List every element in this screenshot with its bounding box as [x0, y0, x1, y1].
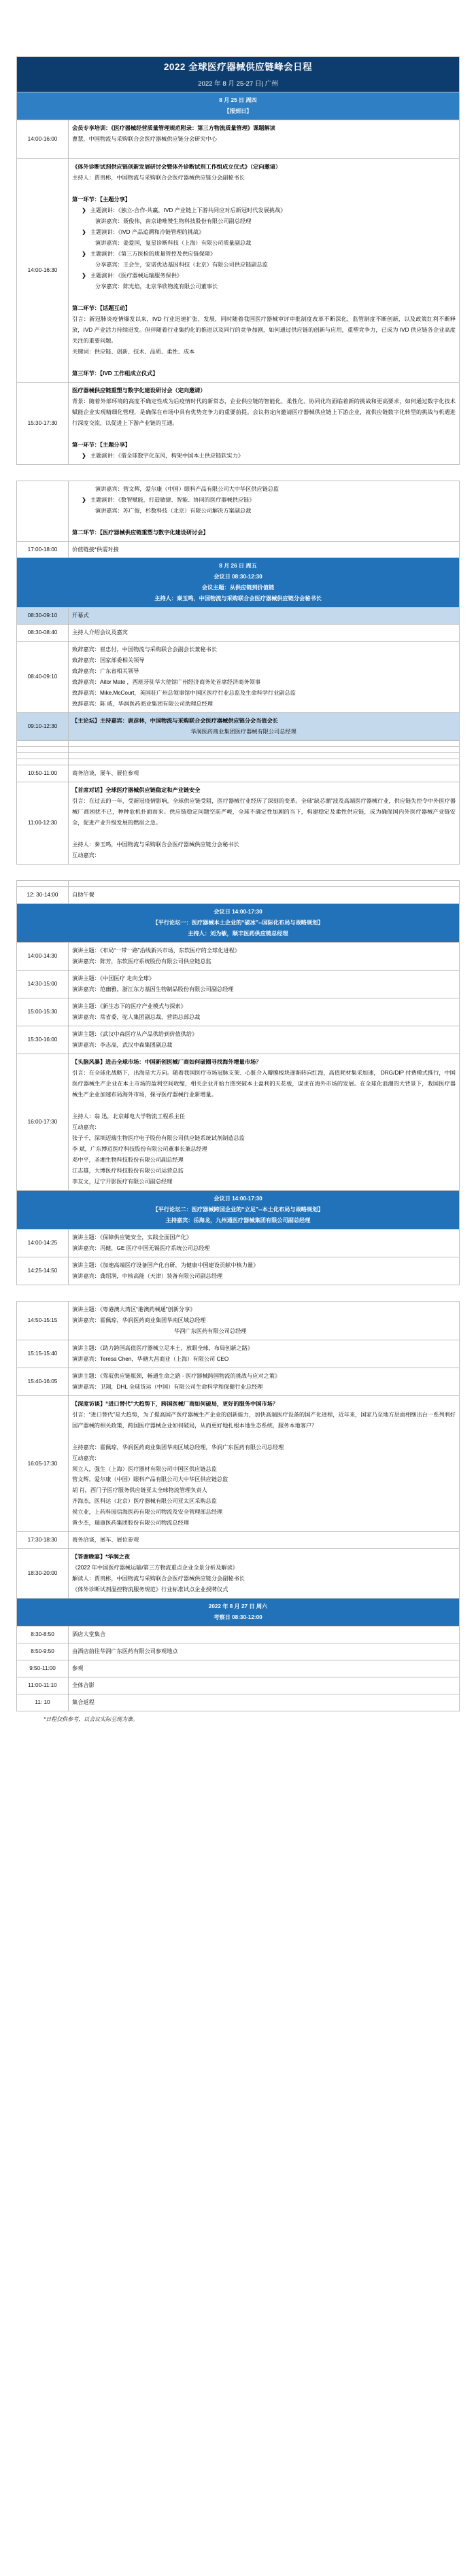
- spacer-line: [72, 184, 456, 194]
- row-content: [69, 881, 460, 887]
- spacer-line: [72, 429, 456, 440]
- row-time: 11: 10: [17, 1694, 69, 1711]
- day1-continued-table: [16, 481, 460, 865]
- talk-topic-text: 演讲主题：《驾驭供应链瓶颈，畅通生命之路 - 医疗器械跨国物流的挑战与应对之策》: [72, 1372, 281, 1379]
- session-host: 主持人：贾贵彬，中国物流与采购联合会医疗器械供应链分会副秘书长: [72, 174, 245, 181]
- row-time: 15:30-17:30: [17, 382, 69, 464]
- row-content: [69, 1054, 460, 1190]
- session-host: 主持人：翁 迅，北京邮电大学物流工程系主任: [72, 1113, 186, 1119]
- panel-guest: 黄少杰，瑞康医药集团股份有限公司物流总经理: [72, 1520, 189, 1527]
- row-time: 8:30-8:50: [17, 1626, 69, 1643]
- row-time: 14:00-16:00: [17, 120, 69, 158]
- guest-label: 互动嘉宾：: [72, 1455, 100, 1461]
- row-time: 17:00-18:00: [17, 541, 69, 558]
- forum1-title: 【平行论坛一：医疗器械本土企业的“破冰”--国际化布局与战略规划】: [152, 920, 324, 926]
- dinner-report: 《2022 年中国医疗器械运输/第三方物流重点企业全景分析及解读》: [72, 1565, 238, 1571]
- panel-guest: 江志雄，大博医疗科技股份有限公司运营总监: [72, 1167, 184, 1174]
- table-row: [17, 1026, 460, 1054]
- row-time: 14:00-14:25: [17, 1229, 69, 1257]
- session-background: 背景：随着外部环境的高度不确定性成为后疫情时代的新常态，企业供应链的智能化、柔性化、协同化均面临着新的挑战和更高要求，如何通过数字化技术赋能企业实现精细化管理，是确保在市场中具有优势竞争力的重要前提。会议将定向邀请医疗器械供应链上下游企业，就供应链数字化转型的挑战与机遇进行深度交流，以促进上下游产业链的互通。: [72, 398, 456, 426]
- panel-guest: 须立人，强生（上海）医疗器材有限公司中国区供应链总监: [72, 1465, 217, 1472]
- session-intro: 引言：在全球化战略下，出海是大方向。随着我国医疗市场冠脉支架、心脏介入瓣膜板块逐渐转向红海，高值耗材集采加速， DRG/DIP 付费模式推行，中国医疗器械生产企业在本土市场的盈利空间收缩，相关企业开始力图突破本土盈利的天花板，谋求在海外市场的发展。在全球化浪潮的大背景下，我国医疗器械生产企业加速布局海外市场，探寻医疗器械行业新增量。: [72, 1069, 456, 1098]
- row-time: 14:00-14:30: [17, 943, 69, 971]
- talk-topic-text: 演讲主题：《粤港澳大湾区“港澳药械通”创新分享》: [72, 1306, 196, 1312]
- block-gap: [0, 865, 476, 880]
- session-host: 主持嘉宾：霍佩琼，华润医药商业集团华南区域总经理，华润广东医药有限公司总经理: [72, 1444, 284, 1450]
- arrow-bullet-icon: ❯: [82, 272, 86, 279]
- day3-session-time: 考察日 08:30-12:00: [214, 1614, 262, 1621]
- table-row: [17, 713, 460, 741]
- dinner-ceremony: 《体外诊断试剂温控物流服务规范》行业标准试点企业授牌仪式: [72, 1586, 228, 1593]
- panel-guest: 邓中平，圣湘生物科技股份有限公司副总经理: [72, 1156, 184, 1163]
- table-row: [17, 1340, 460, 1368]
- day3-banner-row: [17, 1599, 460, 1626]
- block-gap: [0, 1285, 476, 1301]
- panel-guest: 胡 肖，西门子医疗服务供应链亚太全球物流管理负责人: [72, 1487, 207, 1494]
- row-content: [69, 1026, 460, 1054]
- forum2-banner: [17, 1190, 460, 1229]
- dinner-presenter: 解读人：贾贵彬，中国物流与采购联合会医疗器械供应链分会副秘书长: [72, 1576, 245, 1582]
- mainforum-host: [72, 716, 456, 727]
- page-subtitle: 2022 年 8 月 25-27 日| 广州: [198, 80, 278, 88]
- session-title: 【深度访谈】“进口替代”大趋势下，跨国医械厂商如何破局，更好的服务中国市场？: [72, 1400, 278, 1407]
- day3-date: 2022 年 8 月 27 日 周六: [208, 1603, 268, 1610]
- table-row: [17, 1301, 460, 1340]
- talk-topic: [72, 495, 456, 506]
- talk-topic: [72, 227, 456, 238]
- row-content: [69, 1395, 460, 1532]
- guest-label: 互动嘉宾：: [72, 852, 100, 859]
- forum1-host: 主持人：刘为敏，顺丰医药供应链总经理: [188, 930, 288, 937]
- talk-topic-text: 演讲主题：《中国医疗 走向全球》: [72, 975, 154, 982]
- table-row: [17, 481, 460, 541]
- row-content: [69, 759, 460, 765]
- forum2-host: 主持嘉宾：岳海龙，九州通医疗器械集团有限公司副总经理: [165, 1217, 311, 1223]
- day2-date: 8 月 26 日 周五: [219, 563, 257, 570]
- row-time: 15:15-15:40: [17, 1340, 69, 1368]
- row-content: 酒店大堂集合: [69, 1626, 460, 1643]
- row-time: 08:30-08:40: [17, 625, 69, 642]
- row-content: 参观: [69, 1660, 460, 1677]
- talk-topic: [72, 451, 456, 462]
- talk-guest: 演讲嘉宾：冯健，GE 医疗中国无锡医疗系统公司总经理: [72, 1245, 210, 1251]
- row-time: [17, 753, 69, 759]
- table-row: [17, 1229, 460, 1257]
- table-row: [17, 759, 460, 765]
- day1-label: 【报到日】: [224, 107, 252, 114]
- arrow-bullet-icon: ❯: [82, 452, 86, 459]
- session-title: 《体外诊断试剂供应链创新发展研讨会暨体外诊断试剂工作组成立仪式》（定向邀请）: [72, 163, 282, 170]
- panel-guest: 张子千，深圳迈瑞生物医疗电子股份有限公司供应链系统试剂制造总监: [72, 1134, 245, 1141]
- talk-guest: 演讲嘉宾：常省委，驼人集团副总裁、营销总部总裁: [72, 1014, 201, 1021]
- session-title: 医疗器械供应链重塑与数字化建设研讨会（定向邀请）: [72, 387, 206, 394]
- day2-theme: 会议主题：从供应链到价值链: [201, 585, 275, 591]
- row-content: [69, 382, 460, 464]
- row-content: [69, 943, 460, 971]
- day1-date: 8 月 25 日 周四: [219, 97, 257, 103]
- row-content: 自助午餐: [69, 887, 460, 904]
- row-content: [69, 971, 460, 998]
- row-content: [69, 753, 460, 759]
- table-row: [17, 1549, 460, 1599]
- forum2-banner-row: [17, 1190, 460, 1229]
- talk-guest: 演讲嘉宾：Teresa Chen，华瑭大昌商业（上海）有限公司 CEO: [72, 1355, 229, 1362]
- row-time: 8:50-9:50: [17, 1643, 69, 1660]
- talk-topic: [72, 249, 456, 260]
- row-content: [69, 713, 460, 741]
- row-content: [69, 1301, 460, 1340]
- table-row: [17, 971, 460, 998]
- talk-guest: 演讲嘉宾：范幽雅，浙江东方基因生物制品股份有限公司副总经理: [72, 986, 234, 993]
- day1-table: [16, 56, 460, 465]
- row-content: [69, 998, 460, 1026]
- talk-guest: 演讲嘉宾：姜爱国，复星诊断科技（上海）有限公司质量副总裁: [95, 239, 252, 246]
- main-banner: [17, 57, 460, 92]
- table-row: [17, 747, 460, 753]
- talk-topic: [72, 271, 456, 281]
- talk-guest: 演讲嘉宾：苏广俊，杉数科技（北京）有限公司解决方案副总裁: [95, 507, 252, 514]
- row-time: 17:30-18:30: [17, 1532, 69, 1549]
- table-row: [17, 1694, 460, 1711]
- table-row: [17, 1660, 460, 1677]
- top-spacer: [0, 0, 476, 56]
- row-content: 价值链接*供需对接: [69, 541, 460, 558]
- row-time: 14:25-14:50: [17, 1257, 69, 1285]
- row-time: 15:30-16:00: [17, 1026, 69, 1054]
- table-row: [17, 1643, 460, 1660]
- row-time: 16:05-17:30: [17, 1395, 69, 1532]
- dinner-title: 【答谢晚宴】*华润之夜: [72, 1554, 131, 1561]
- row-time: 11:00-12:30: [17, 782, 69, 865]
- row-content: [69, 1340, 460, 1368]
- row-content: [69, 642, 460, 713]
- table-row: [17, 881, 460, 887]
- row-time: 15:40-16:05: [17, 1368, 69, 1395]
- session-intro: 引言：在过去的一年，受新冠疫情影响，全球供应链受阻，医疗器械行业经历了深刻的变革。全球“缺芯潮”波及高端医疗器械行业，供应链失控令中外医疗器械厂商困扰不已，种种危机扑面而来。供应链稳定问题空前严峻，全球不确定性加剧的当下，构建稳定及柔性供应链，成为确保国内外医疗器械产业链安全，促进产业升级发展的燃眉之急。: [72, 798, 456, 826]
- section-heading: 第三环节：【IVD 工作组成立仪式】: [72, 370, 158, 377]
- panel-guest: 侯立业，上药科园信海医药有限公司物流及安全管理部总经理: [72, 1509, 223, 1516]
- talk-topic: [72, 205, 456, 216]
- row-content: [69, 747, 460, 753]
- row-time: [17, 481, 69, 541]
- panel-guest: 李 斌，广东博迈医疗科技股份有限公司董事长兼总经理: [72, 1145, 207, 1152]
- session-speaker: 曹慧，中国物流与采购联合会医疗器械供应链分会研究中心: [72, 135, 217, 142]
- row-time: [17, 881, 69, 887]
- forum1-banner-row: [17, 904, 460, 943]
- bottom-spacer: [0, 1723, 476, 1798]
- table-row: [17, 1626, 460, 1643]
- talk-guest: 演讲嘉宾：李志高，武汉中森集团副总裁: [72, 1041, 173, 1048]
- spacer-line: [72, 358, 456, 368]
- spacer-line: [72, 292, 456, 303]
- table-row: [17, 1257, 460, 1285]
- greeting-guest: 致辞嘉宾：广东省相关领导: [72, 668, 139, 675]
- arrow-bullet-icon: ❯: [82, 207, 86, 213]
- guest-label: 互动嘉宾：: [72, 1124, 100, 1130]
- table-row: [17, 608, 460, 625]
- section-heading: 第二环节：【话题互动】: [72, 304, 131, 311]
- row-time: 11:00-11:10: [17, 1677, 69, 1694]
- table-row: [17, 642, 460, 713]
- mainforum-label: 【主论坛】主持嘉宾：唐彦林，中国物流与采购联合会医疗器械供应链分会当值会长: [72, 718, 278, 725]
- spacer-line: [72, 1431, 456, 1442]
- row-time: 18:30-20:00: [17, 1549, 69, 1599]
- day1-banner: [17, 92, 460, 120]
- spacer-line: [72, 829, 456, 839]
- talk-guest: 演讲嘉宾：聂俊伟，南京诺唯赞生物科技股份有限公司副总经理: [95, 217, 252, 224]
- table-row: [17, 1677, 460, 1694]
- table-row: [17, 998, 460, 1026]
- greeting-guest: 致辞嘉宾：Mike.McCourt，英国驻广州总领事馆中国区医疗行业总监及生命科学行业副总监: [72, 690, 296, 697]
- table-row: [17, 625, 460, 642]
- spacer-line: [72, 1100, 456, 1111]
- session-host: 主持人：秦玉鸣，中国物流与采购联合会医疗器械供应链分会秘书长: [72, 841, 239, 848]
- table-row: [17, 1054, 460, 1190]
- session-title: 【头脑风暴】进击全球市场：中国新创医械厂商如何破圈寻找海外增量市场？: [72, 1058, 262, 1065]
- table-row: [17, 753, 460, 759]
- panel-guest: 管文辉，爱尔康（中国）眼科产品有限公司大中华区供应链总监: [72, 1476, 228, 1483]
- forum1-banner: [17, 904, 460, 943]
- row-time: 14:50-15:15: [17, 1301, 69, 1340]
- spacer-line: [72, 517, 456, 527]
- table-row: [17, 158, 460, 382]
- row-content: [69, 481, 460, 541]
- table-row: [17, 1395, 460, 1532]
- row-time: 10:50-11:00: [17, 765, 69, 782]
- talk-topic-text: 主题演讲：《医疗器械运输服务保供》: [90, 272, 182, 279]
- table-row: [17, 782, 460, 865]
- table-row: [17, 382, 460, 464]
- greeting-guest: 致辞嘉宾：Aitor Mate ，西班牙驻华大使馆广州经济商务处首席经济商务领事: [72, 679, 261, 686]
- section-heading: 第一环节：【主题分享】: [72, 196, 131, 203]
- table-row: [17, 741, 460, 747]
- row-content: 商务洽谈，展车、展位参观: [69, 1532, 460, 1549]
- forum2-session-time: 会议日 14:00-17:30: [214, 1195, 262, 1202]
- talk-guest: 分享嘉宾：王会生，安诺优达基因科技（北京）有限公司供应链副总监: [95, 261, 268, 268]
- greeting-guest: 致辞嘉宾：陈 威，华润医药商业集团有限公司助理总经理: [72, 701, 213, 708]
- forum1-session-time: 会议日 14:00-17:30: [214, 909, 262, 916]
- row-time: 15:00-15:30: [17, 998, 69, 1026]
- talk-guest: 演讲嘉宾：卫翔，DHL 全球货运（中国）有限公司生命科学和保健行业总经理: [72, 1383, 263, 1390]
- row-time: [17, 741, 69, 747]
- row-content: [69, 1549, 460, 1599]
- day1-banner-row: [17, 92, 460, 120]
- talk-topic-text: 主题演讲：《借全球数字化东风，构架中国本土供应链软实力》: [90, 452, 244, 459]
- day2-banner-row: [17, 558, 460, 608]
- row-content: 主持人介绍会议及嘉宾: [69, 625, 460, 642]
- row-time: [17, 759, 69, 765]
- day2-continued-table: [16, 880, 460, 1285]
- row-time: 14:30-15:00: [17, 971, 69, 998]
- table-row: [17, 887, 460, 904]
- arrow-bullet-icon: ❯: [82, 228, 86, 235]
- session-keywords: 关键词：供应链、创新、技术、品质、柔性、成本: [72, 348, 195, 355]
- row-time: 08:30-09:10: [17, 608, 69, 625]
- talk-topic-text: 演讲主题：《布局“一带一路”沿线新兴市场，东软医疗的全球化进程》: [72, 947, 240, 954]
- talk-guest: 演讲嘉宾：龚绍润，中核高能（天津）装备有限公司副总经理: [72, 1272, 223, 1279]
- row-time: 14:00-16:30: [17, 158, 69, 382]
- forum2-title: 【平行论坛二：医疗器械跨国企业的“立足”--本土化布局与战略规划】: [152, 1206, 324, 1213]
- row-content: [69, 741, 460, 747]
- greeting-guest: 致辞嘉宾：国家部委相关领导: [72, 657, 145, 664]
- row-content: [69, 120, 460, 158]
- talk-guest: 分享嘉宾：陈光焰，北京华欣物流有限公司董事长: [95, 283, 218, 290]
- talk-guest-title: 华润广东医药有限公司总经理: [174, 1327, 247, 1334]
- talk-topic-text: 主题演讲：《IVD 产品追溯和冷链管理的挑战》: [90, 228, 205, 235]
- session-title: 【首席对话】全球医疗器械供应链稳定和产业链安全: [72, 787, 201, 794]
- table-row: [17, 1368, 460, 1395]
- mainforum-host-title: 华润医药商业集团医疗器械有限公司总经理: [190, 729, 296, 735]
- row-time: [17, 747, 69, 753]
- forum2-continued-table: [16, 1301, 460, 1712]
- talk-guest: 演讲嘉宾：霍佩琼，华润医药商业集团华南区域总经理: [72, 1317, 206, 1323]
- spacer-line: [72, 145, 456, 156]
- session-title: 会员专享培训：《医疗器械经营质量管理规范附录：第三方物流质量管理》课题解读: [72, 124, 275, 131]
- row-time: 16:00-17:30: [17, 1054, 69, 1190]
- talk-topic-text: 演讲主题：《加速高端医疗设备国产化自研，为健康中国建设贡献中核力量》: [72, 1261, 259, 1268]
- talk-topic-text: 演讲主题：《新生态下的医疗产业模式与探索》: [72, 1003, 186, 1010]
- table-row: [17, 943, 460, 971]
- section-heading: 第二环节：【医疗器械供应链重塑与数字化建设研讨会】: [72, 529, 209, 536]
- block-gap: [0, 465, 476, 481]
- table-row: [17, 765, 460, 782]
- row-content: 由酒店前往华润广东医药有限公司参观地点: [69, 1643, 460, 1660]
- arrow-bullet-icon: ❯: [82, 496, 86, 503]
- row-content: 集合返程: [69, 1694, 460, 1711]
- row-content: [69, 1368, 460, 1395]
- talk-topic-text: 主题演讲：《第三方医检的质量管控及供应链保障》: [90, 250, 216, 257]
- day2-banner: [17, 558, 460, 608]
- header-banner-row: [17, 57, 460, 92]
- row-content: [69, 1257, 460, 1285]
- panel-guest: 齐海杰，医科达（北京）医疗器械有限公司亚太区采购总监: [72, 1498, 217, 1505]
- row-content: [69, 158, 460, 382]
- row-time: 9:50-11:00: [17, 1660, 69, 1677]
- row-content: 开幕式: [69, 608, 460, 625]
- row-time: 09:10-12:30: [17, 713, 69, 741]
- row-content: [69, 1229, 460, 1257]
- row-content: 全体合影: [69, 1677, 460, 1694]
- row-time: 08:40-09:10: [17, 642, 69, 713]
- talk-topic-text: 主题演讲：《数智赋能，打造敏捷、智能、协同的医疗器械供应链》: [90, 496, 255, 503]
- footnote: *日程仅供参考，以会议实际呈现为准。: [44, 1716, 139, 1723]
- talk-topic-text: 演讲主题：《武汉中森医疗从产品供给到价值供给》: [72, 1031, 198, 1037]
- page-title: 2022 全球医疗器械供应链峰会日程: [163, 62, 313, 72]
- arrow-bullet-icon: ❯: [82, 250, 86, 257]
- talk-guest: 演讲嘉宾：管文辉，爱尔康（中国）眼科产品有限公司大中华区供应链总监: [95, 485, 279, 492]
- day3-banner: [17, 1599, 460, 1626]
- row-time: 12: 30-14:00: [17, 887, 69, 904]
- day2-session-time: 会议日 08:30-12:30: [214, 574, 262, 580]
- greeting-guest: 致辞嘉宾：崔忠付，中国物流与采购联合会副会长兼秘书长: [72, 646, 217, 653]
- section-heading: 第一环节：【主题分享】: [72, 441, 131, 448]
- session-intro: 引言：“进口替代”是大趋势，为了提高国产医疗器械生产企业的创新能力，加快高端医疗设备的国产化进程，近年来，国家乃至地方层面相继出台一系列利好国产器械的相关政策，跨国医疗器械企业如何破局，从而更好地扎根本地生态系统，服务本地客户？: [72, 1411, 456, 1429]
- talk-guest: 演讲嘉宾：陈芳，东软医疗系统股份有限公司供应链总监: [72, 958, 211, 965]
- table-row: [17, 1532, 460, 1549]
- table-row: [17, 120, 460, 158]
- panel-guest: 李友文，辽宁开影医疗有限公司副总经理: [72, 1178, 173, 1185]
- talk-topic-text: 演讲主题：《助力跨国高值医疗器械立足本土，放眼全球，布局创新之路》: [72, 1344, 254, 1351]
- day2-host: 主持人：秦玉鸣，中国物流与采购联合会医疗器械供应链分会秘书长: [154, 595, 322, 602]
- row-content: 商务洽谈，展车、展位参观: [69, 765, 460, 782]
- table-row: [17, 541, 460, 558]
- row-content: [69, 782, 460, 865]
- session-intro: 引言：新冠肺炎疫情爆发以来，IVD 行业迅速扩张、发展，同时随着我国医疗器械审评审批制度改革不断深化、监管制度不断创新，以及政策红利不断释放，IVD 产业活力持续迸发。但伴随着行业集约化的推进以及同行的竞争加剧，如何通过供应链的创新与应用，重塑竞争力，已成为 IVD 供应链各企业高度关注的重要问题。: [72, 315, 456, 344]
- talk-topic-text: 主题演讲：《独立-合作-共赢，IVD 产业链上下游共同应对后新冠时代发展挑战》: [90, 207, 286, 213]
- talk-topic-text: 演讲主题：《保障供应链安全，实践全面国产化》: [72, 1234, 192, 1240]
